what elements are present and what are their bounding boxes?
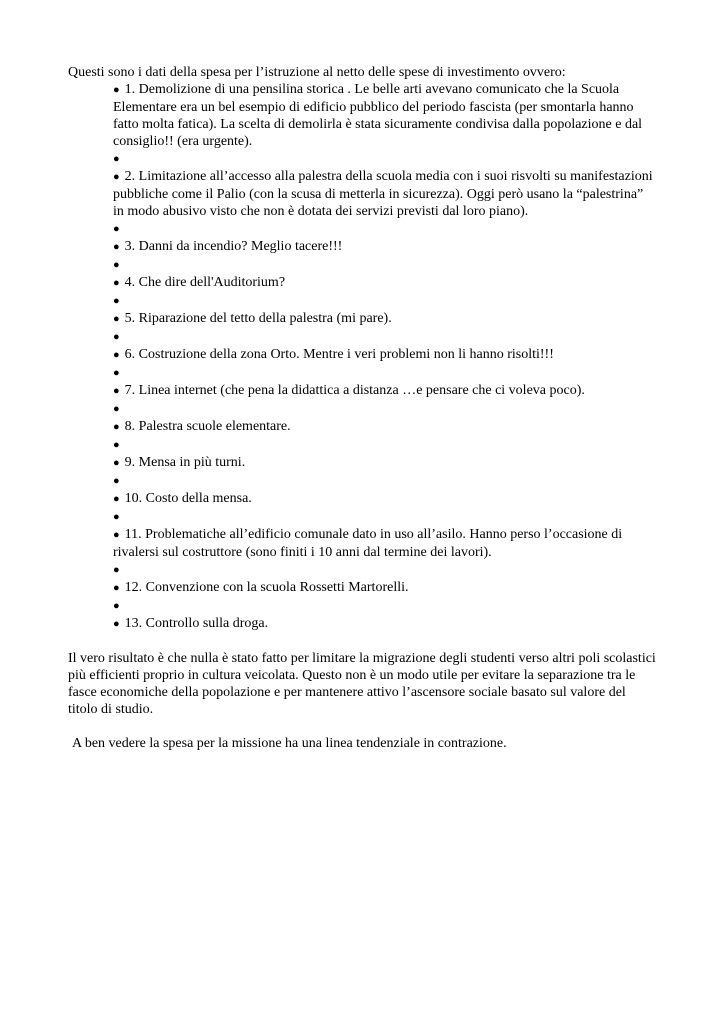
list-item-text: 11. Problematiche all’edificio comunale dato in uso all’asilo. Hanno perso l’occasione di rivalersi sul costruttore (sono finiti i 10 anni dal termine dei lavori).	[113, 527, 623, 560]
bullet-icon: ●	[113, 403, 120, 415]
list-item-text: 4. Che dire dell'Auditorium?	[124, 275, 286, 290]
list-item	[113, 615, 656, 633]
list-item-text: 13. Controllo sulla droga.	[124, 616, 269, 631]
list-item	[113, 220, 656, 238]
list-item	[113, 436, 656, 454]
list-item	[113, 310, 656, 328]
conclusion-paragraph: Il vero risultato è che nulla è stato fatto per limitare la migrazione degli studenti verso altri poli scolastici più efficienti proprio in cultura veicolata. Questo non è un modo utile per evitare la separazione tra le fasce economiche della popolazione e per mantenere attivo l’ascensore sociale basato sul valore del titolo di studio.	[68, 651, 656, 717]
list-item	[113, 274, 656, 292]
bullet-icon: ●	[113, 241, 120, 253]
bullet-icon: ●	[113, 349, 120, 361]
bullet-icon: ●	[113, 331, 120, 343]
bullet-icon: ●	[113, 295, 120, 307]
list-item	[113, 364, 656, 382]
list-item-text: 12. Convenzione con la scuola Rossetti Martorelli.	[124, 580, 409, 595]
list-item	[113, 256, 656, 274]
bullet-icon: ●	[113, 600, 120, 612]
bullet-icon: ●	[113, 493, 120, 505]
intro-paragraph: Questi sono i dati della spesa per l’istruzione al netto delle spese di investimento ovvero:	[68, 65, 566, 80]
list-item-text: 6. Costruzione della zona Orto. Mentre i veri problemi non li hanno risolti!!!	[124, 347, 554, 362]
list-item	[113, 508, 656, 526]
bullet-icon: ●	[113, 385, 120, 397]
bullet-icon: ●	[113, 84, 120, 96]
bullet-icon: ●	[113, 582, 120, 594]
list-item	[113, 490, 656, 508]
list-item-text: 7. Linea internet (che pena la didattica a distanza …e pensare che ci voleva poco).	[124, 383, 585, 398]
bullet-icon: ●	[113, 313, 120, 325]
list-item-text: 10. Costo della mensa.	[124, 491, 252, 506]
list-item-text: 3. Danni da incendio? Meglio tacere!!!	[124, 239, 343, 254]
bullet-icon: ●	[113, 223, 120, 235]
list-item-text: 9. Mensa in più turni.	[124, 455, 246, 470]
bullet-icon: ●	[113, 367, 120, 379]
bullet-icon: ●	[113, 277, 120, 289]
list-item	[113, 561, 656, 579]
list-item	[113, 472, 656, 490]
list-item	[113, 597, 656, 615]
bullet-icon: ●	[113, 259, 120, 271]
list-item	[113, 346, 656, 364]
list-item-text: 2. Limitazione all’accesso alla palestra della scuola media con i suoi risvolti su manifestazioni pubbliche come il Palio (con la scusa di metterla in sicurezza). Oggi però usano la “palestrina” in modo abusivo visto che non è dotata dei servizi previsti dal loro piano).	[113, 169, 653, 219]
list-item-text: 5. Riparazione del tetto della palestra (mi pare).	[124, 311, 392, 326]
list-item	[113, 292, 656, 310]
list-item	[113, 526, 656, 561]
bullet-icon: ●	[113, 153, 120, 165]
list-item	[113, 579, 656, 597]
closing-paragraph: A ben vedere la spesa per la missione ha una linea tendenziale in contrazione.	[72, 736, 507, 751]
list-item	[113, 168, 656, 220]
list-item	[113, 328, 656, 346]
bullet-icon: ●	[113, 564, 120, 576]
bullet-icon: ●	[113, 618, 120, 630]
bullet-icon: ●	[113, 421, 120, 433]
list-item	[113, 81, 656, 150]
bullet-icon: ●	[113, 475, 120, 487]
bullet-icon: ●	[113, 529, 120, 541]
bullet-icon: ●	[113, 457, 120, 469]
list-item	[113, 400, 656, 418]
bullet-icon: ●	[113, 511, 120, 523]
bullet-icon: ●	[113, 439, 120, 451]
bullet-icon: ●	[113, 171, 120, 183]
list-item	[113, 382, 656, 400]
list-item-text: 1. Demolizione di una pensilina storica . Le belle arti avevano comunicato che la Scuola Elementare era un bel esempio di edificio pubblico del periodo fascista (per smontarla hanno fatto molta fatica). La scelta di demolirla è stata sicuramente condivisa dalla popolazione e dal consiglio!! (era urgente).	[113, 82, 643, 149]
list-item	[113, 238, 656, 256]
list-item	[113, 418, 656, 436]
list-item-text: 8. Palestra scuole elementare.	[124, 419, 291, 434]
list-item	[113, 454, 656, 472]
list-item	[113, 150, 656, 168]
bulleted-list	[113, 81, 656, 633]
